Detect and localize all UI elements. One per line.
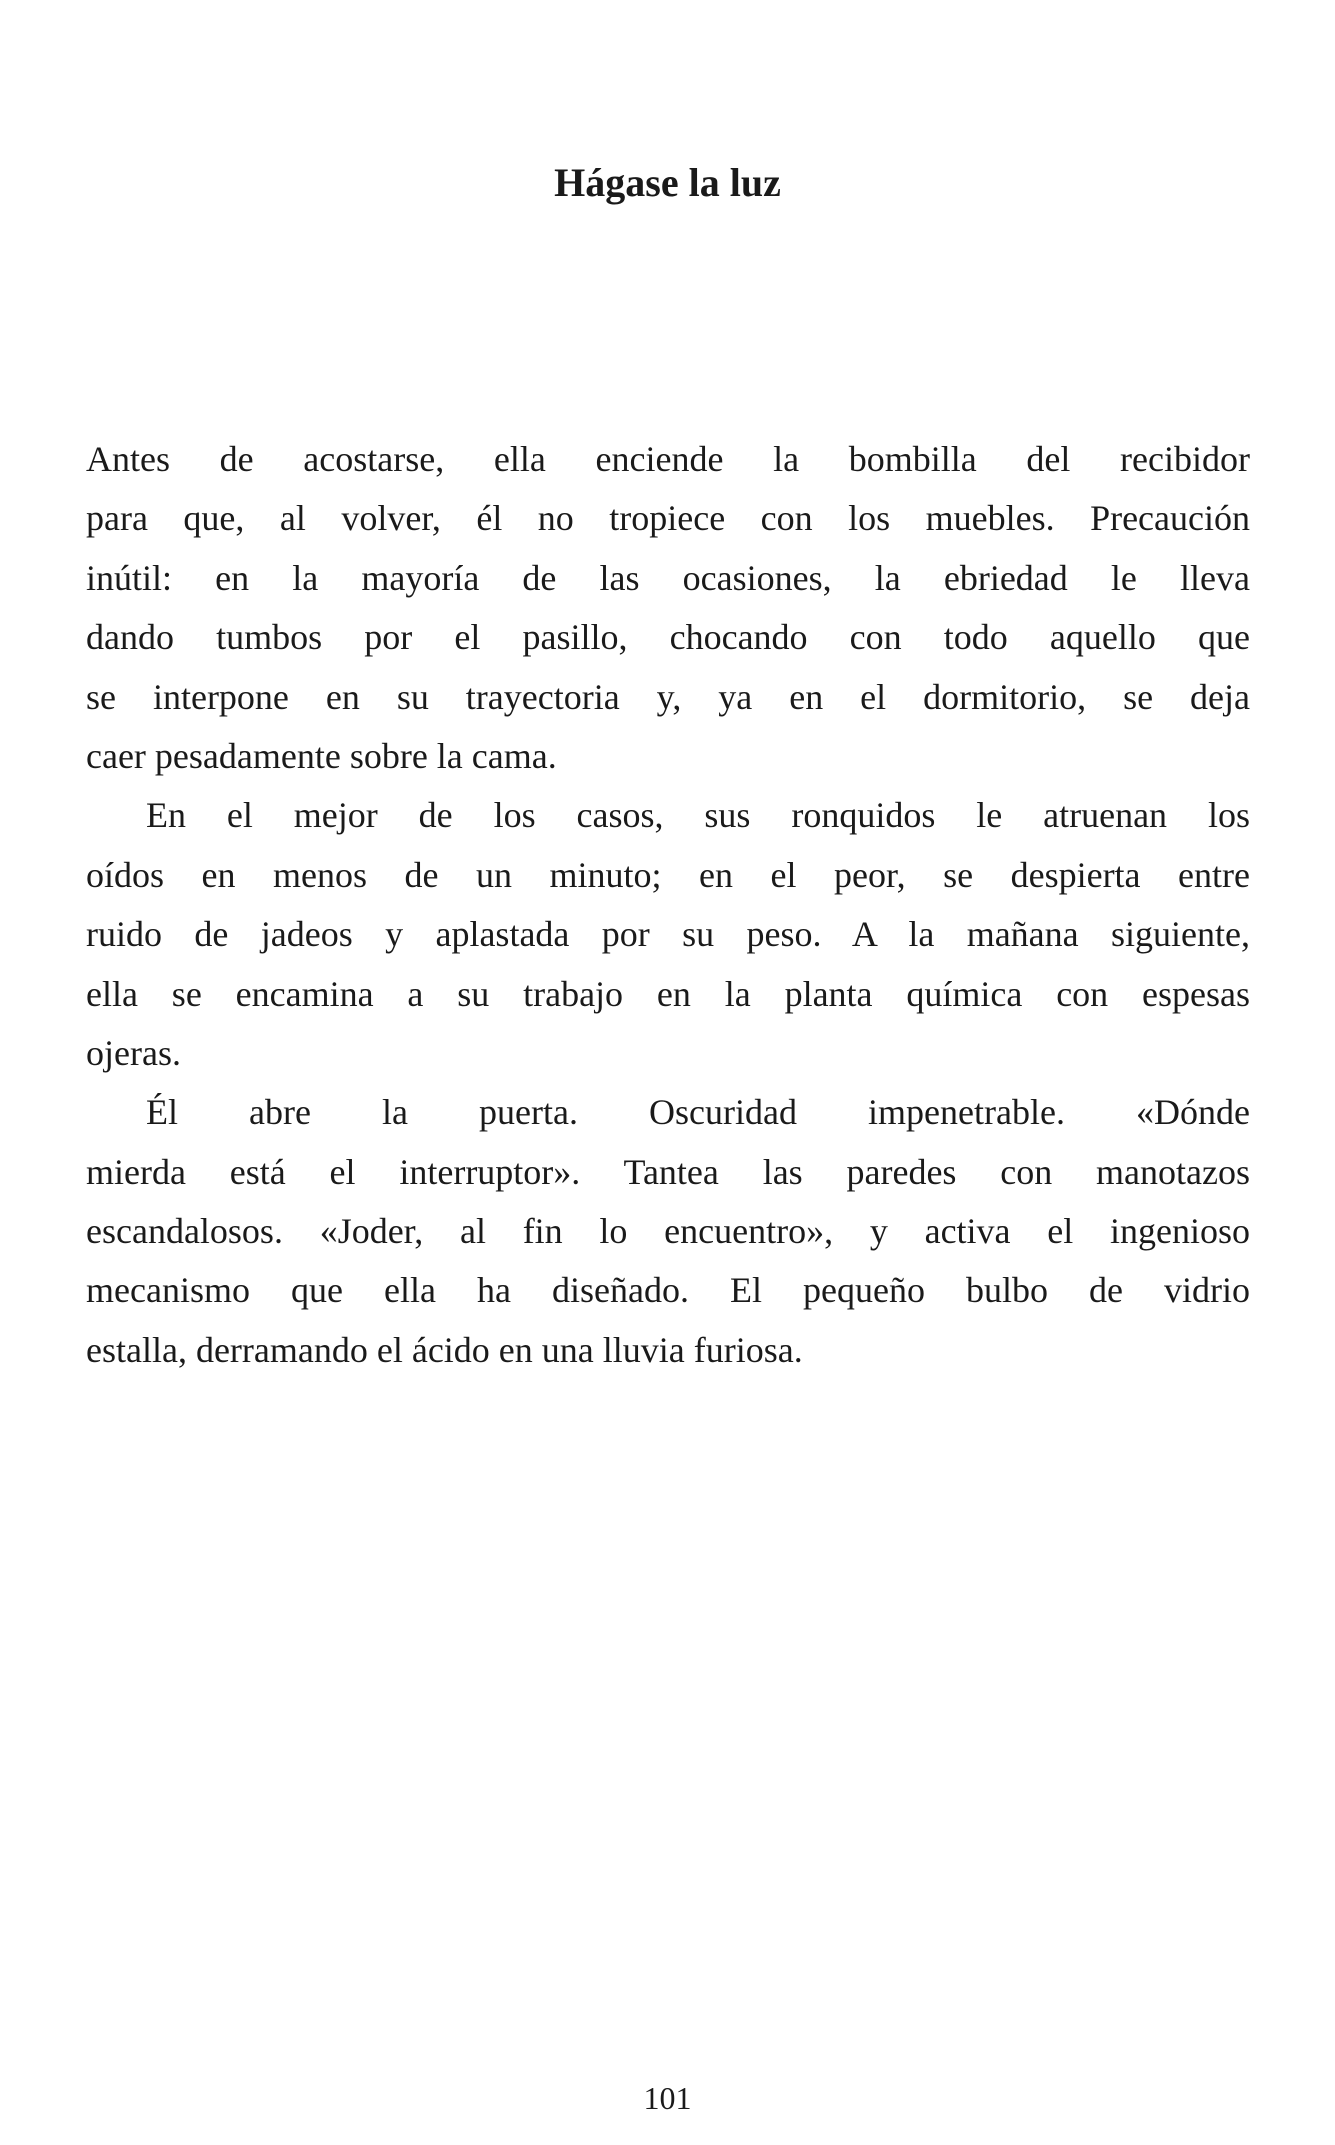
story-body <box>86 430 1250 1380</box>
text-line: se interpone en su trayectoria y, ya en el dormitorio, se deja <box>86 676 1250 717</box>
chapter-title: Hágase la luz <box>554 159 781 205</box>
paragraph-1 <box>86 430 1250 786</box>
text-line: dando tumbos por el pasillo, chocando con todo aquello que <box>86 617 1250 658</box>
page-number: 101 <box>643 2080 692 2116</box>
text-line: ojeras. <box>86 1032 181 1073</box>
text-line: inútil: en la mayoría de las ocasiones, la ebriedad le lleva <box>86 557 1250 598</box>
text-line: escandalosos. «Joder, al fin lo encuentro», y activa el ingenioso <box>86 1211 1250 1252</box>
text-line: Él abre la puerta. Oscuridad impenetrable. «Dónde <box>146 1092 1250 1133</box>
text-line: Antes de acostarse, ella enciende la bombilla del recibidor <box>86 439 1250 479</box>
text-line: estalla, derramando el ácido en una lluvia furiosa. <box>86 1329 803 1370</box>
text-line: para que, al volver, él no tropiece con los muebles. Precaución <box>86 498 1250 539</box>
text-line: caer pesadamente sobre la cama. <box>86 735 557 776</box>
text-line: mierda está el interruptor». Tantea las paredes con manotazos <box>86 1151 1250 1192</box>
paragraph-3 <box>86 1083 1250 1380</box>
paragraph-2 <box>86 786 1250 1083</box>
text-line: ella se encamina a su trabajo en la planta química con espesas <box>86 973 1250 1014</box>
text-line: oídos en menos de un minuto; en el peor, se despierta entre <box>86 854 1250 895</box>
text-line: mecanismo que ella ha diseñado. El pequeño bulbo de vidrio <box>86 1270 1250 1311</box>
text-line: ruido de jadeos y aplastada por su peso. A la mañana siguiente, <box>86 914 1250 955</box>
text-line: En el mejor de los casos, sus ronquidos le atruenan los <box>146 795 1250 836</box>
